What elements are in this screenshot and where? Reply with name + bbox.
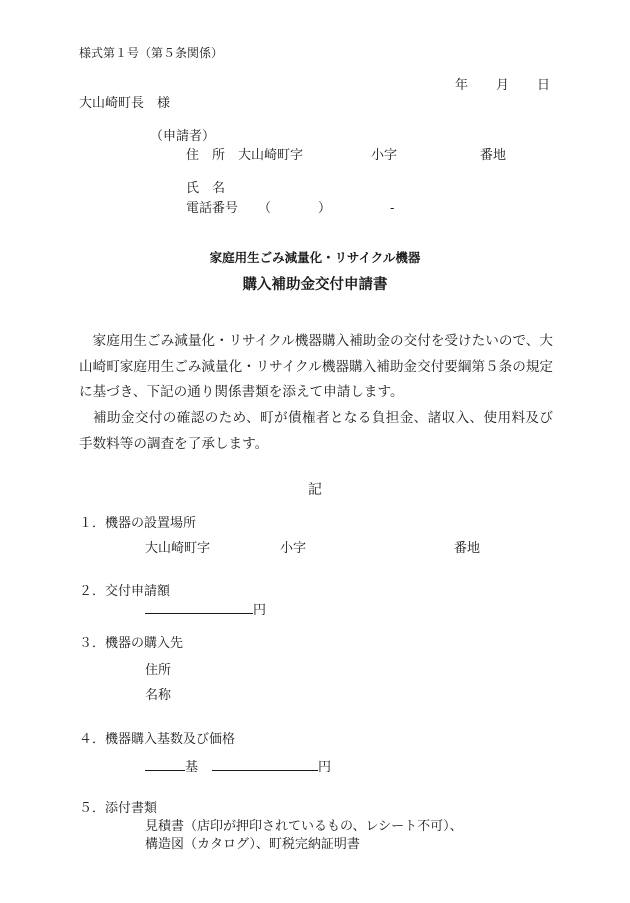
item3-address-label: 住所 (145, 663, 172, 678)
body-paragraph-1: 家庭用生ごみ減量化・リサイクル機器購入補助金の交付を受けたいので、大山崎町家庭用生ごみ減量化・リサイクル機器購入補助金交付要綱第５条の規定に基づき、下記の通り関係書類を添えて申請します。 (79, 333, 553, 400)
item4-count-blank[interactable] (145, 759, 185, 771)
item2-amount-blank[interactable] (145, 602, 253, 614)
item1-prefix: 大山崎町字 (145, 541, 211, 556)
item4-row (145, 759, 331, 774)
item1-koaza: 小字 (280, 541, 307, 556)
item5-label: ５．添付書類 (79, 801, 158, 816)
applicant-banchi: 番地 (480, 148, 507, 163)
item3-label: ３．機器の購入先 (79, 636, 184, 651)
item4-price-unit: 円 (318, 760, 332, 775)
applicant-phone-dash: - (390, 201, 395, 216)
date-year-label: 年 (455, 78, 469, 93)
item4-count-unit: 基 (185, 760, 199, 775)
item5-line2: 構造図（カタログ）、町税完納証明書 (145, 837, 360, 852)
applicant-phone-close: ） (318, 201, 332, 216)
title-line1: 家庭用生ごみ減量化・リサイクル機器 (209, 250, 421, 265)
applicant-address-prefix: 大山崎町字 (238, 148, 304, 163)
applicant-heading: （申請者） (150, 129, 216, 144)
ki-heading: 記 (308, 482, 322, 498)
item5-line1: 見積書（店印が押印されているもの、レシート不可）、 (145, 819, 463, 834)
item2-label: ２．交付申請額 (79, 584, 171, 599)
applicant-phone-label: 電話番号 (186, 201, 239, 216)
item2-unit: 円 (253, 603, 267, 618)
form-number: 様式第１号（第５条関係） (79, 46, 224, 60)
applicant-phone-open: （ (258, 201, 272, 216)
addressee: 大山崎町長 様 (79, 96, 171, 111)
applicant-address-label: 住 所 (186, 148, 226, 163)
item1-label: １．機器の設置場所 (79, 516, 197, 531)
item2-amount-row (145, 602, 266, 617)
body-paragraph-2: 補助金交付の確認のため、町が債権者となる負担金、諸収入、使用料及び手数料等の調査を了承します。 (79, 410, 553, 452)
item4-price-blank[interactable] (212, 759, 318, 771)
date-month-label: 月 (496, 78, 510, 93)
item4-label: ４．機器購入基数及び価格 (79, 732, 236, 747)
date-day-label: 日 (537, 78, 551, 93)
item1-banchi: 番地 (454, 541, 481, 556)
applicant-koaza: 小字 (371, 148, 398, 163)
item3-name-label: 名称 (145, 688, 172, 703)
applicant-name-label: 氏 名 (186, 181, 226, 196)
title-line2: 購入補助金交付申請書 (242, 277, 388, 293)
